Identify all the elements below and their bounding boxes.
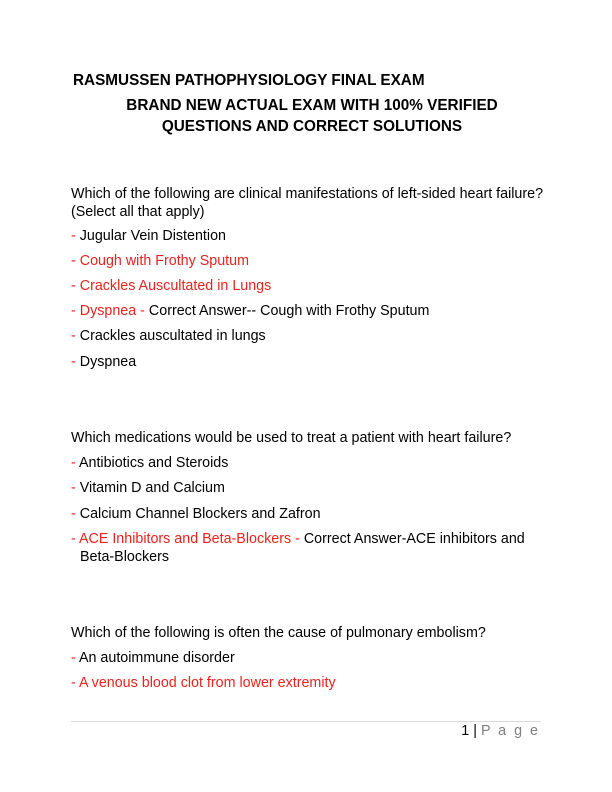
q1-option-3: - Crackles Auscultated in Lungs — [71, 278, 272, 294]
q2-correct-answer-continued: Beta-Blockers — [80, 549, 169, 565]
bullet-dash: - — [71, 650, 76, 666]
bullet-dash: - — [71, 253, 76, 269]
page-label: P a g e — [480, 723, 540, 739]
q1-option-2: - Cough with Frothy Sputum — [71, 253, 250, 269]
question-2: Which medications would be used to treat a patient with heart failure? — [71, 430, 512, 446]
exam-subtitle-line-1: BRAND NEW ACTUAL EXAM WITH 100% VERIFIED — [126, 97, 498, 114]
bullet-dash: - — [71, 278, 76, 294]
q3-option-2: - A venous blood clot from lower extremity — [71, 675, 336, 691]
footer-divider — [71, 721, 541, 722]
q2-option-3: - Calcium Channel Blockers and Zafron — [71, 506, 321, 522]
q2-option-4: - ACE Inhibitors and Beta-Blockers - Correct Answer-ACE inhibitors and — [71, 531, 525, 547]
bullet-dash: - — [71, 455, 76, 471]
q1-option-1: - Jugular Vein Distention — [71, 228, 226, 244]
question-3: Which of the following is often the cause of pulmonary embolism? — [71, 625, 486, 641]
q3-option-1: - An autoimmune disorder — [71, 650, 235, 666]
q1-option-6: - Dyspnea — [71, 354, 137, 370]
q1-option-4: - Dyspnea - Correct Answer-- Cough with Frothy Sputum — [71, 303, 430, 319]
bullet-dash: - — [71, 328, 76, 344]
bullet-dash: - — [71, 303, 76, 319]
bullet-dash: - — [71, 354, 76, 370]
exam-title: RASMUSSEN PATHOPHYSIOLOGY FINAL EXAM — [73, 72, 425, 89]
q1-correct-answer: Correct Answer-- Cough with Frothy Sputum — [148, 303, 430, 319]
q1-option-5: - Crackles auscultated in lungs — [71, 328, 266, 344]
bullet-dash: - — [71, 506, 76, 522]
q2-option-2: - Vitamin D and Calcium — [71, 480, 225, 496]
bullet-dash: - — [71, 531, 76, 547]
question-1-line-1: Which of the following are clinical manifestations of left-sided heart failure? — [71, 186, 544, 202]
bullet-dash: - — [71, 228, 76, 244]
question-1 — [71, 185, 543, 221]
page-footer — [461, 723, 540, 739]
exam-subtitle-line-2: QUESTIONS AND CORRECT SOLUTIONS — [161, 118, 463, 135]
q2-option-1: - Antibiotics and Steroids — [71, 455, 229, 471]
page-separator: | — [473, 723, 477, 739]
page-number: 1 — [461, 723, 470, 739]
question-1-line-2: (Select all that apply) — [71, 204, 205, 220]
q2-correct-answer: Correct Answer-ACE inhibitors and — [303, 531, 525, 547]
bullet-dash: - — [71, 480, 76, 496]
bullet-dash: - — [71, 675, 76, 691]
